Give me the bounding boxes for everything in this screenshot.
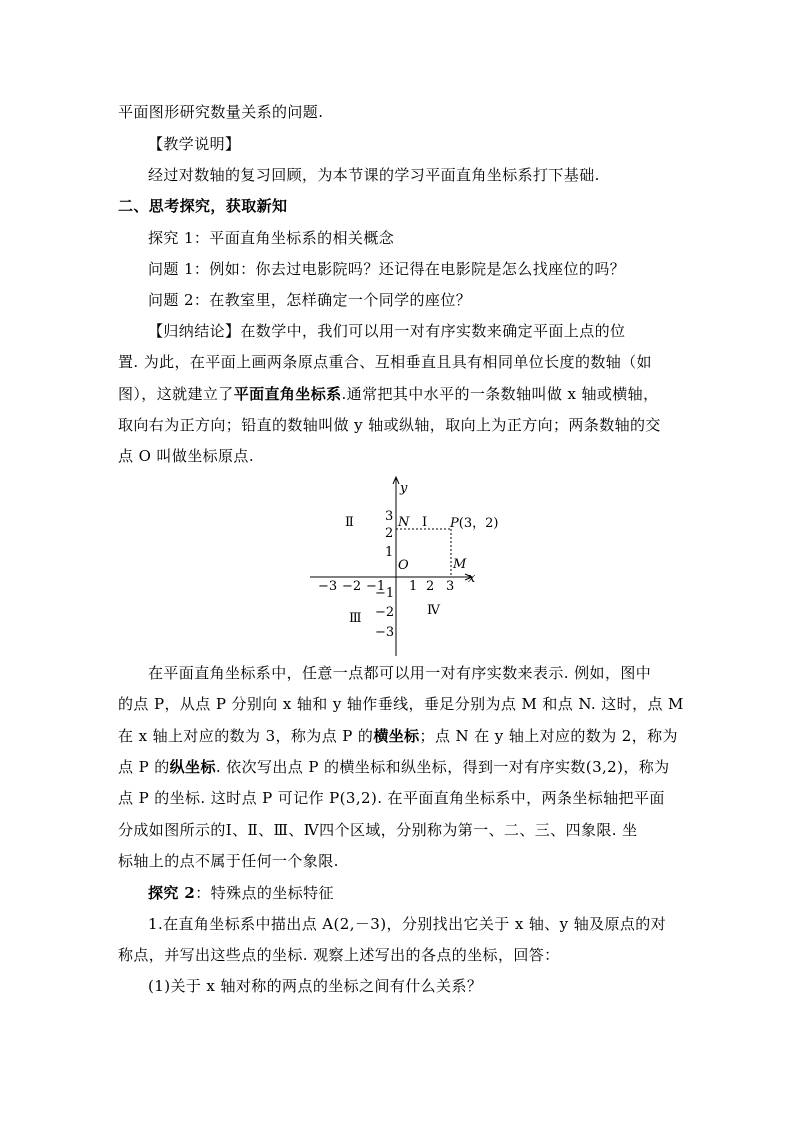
point-m-label: M <box>453 557 467 572</box>
paragraph-line: 的点 P，从点 P 分别向 x 轴和 y 轴作垂线，垂足分别为点 M 和点 N. 这时，点 M <box>118 695 684 713</box>
question-1: 问题 1：例如：你去过电影院吗？还记得在电影院是怎么找座位的吗？ <box>148 260 626 278</box>
x-tick-label: 2 <box>426 579 435 594</box>
point-p-name: P <box>450 516 459 531</box>
term-abscissa: 横坐标 <box>373 727 420 745</box>
conclusion-line: 【归纳结论】在数学中，我们可以用一对有序实数来确定平面上点的位 <box>148 322 626 340</box>
y-tick-label: 2 <box>385 526 394 541</box>
x-tick-label: −1 <box>366 579 386 594</box>
point-n-label: N <box>398 515 410 530</box>
coordinate-system-figure <box>310 474 530 658</box>
text-run: . 依次写出点 P 的横坐标和纵坐标，得到一对有序实数(3,2)，称为 <box>215 758 670 776</box>
quadrant-4-label: Ⅳ <box>427 603 440 618</box>
origin-label: O <box>398 558 409 573</box>
paragraph-line: 经过对数轴的复习回顾，为本节课的学习平面直角坐标系打下基础. <box>148 166 600 184</box>
paragraph-line <box>118 726 678 746</box>
paragraph-line: 置. 为此，在平面上画两条原点重合、互相垂直且具有相同单位长度的数轴（如 <box>118 353 652 371</box>
paragraph-line: 点 P 的坐标. 这时点 P 可记作 P(3,2). 在平面直角坐标系中，两条坐标轴把平面 <box>118 789 665 807</box>
exercise-question: (1)关于 x 轴对称的两点的坐标之间有什么关系？ <box>148 977 483 995</box>
text-run: 图），这就建立了 <box>118 385 234 403</box>
text-run: 点 P 的 <box>118 758 170 776</box>
y-tick-label: −3 <box>375 625 395 640</box>
question-2: 问题 2：在教室里，怎样确定一个同学的座位？ <box>148 291 472 309</box>
term-coordinate-system: 平面直角坐标系 <box>233 385 342 403</box>
y-axis-label: y <box>400 481 408 496</box>
paragraph-line: 分成如图所示的Ⅰ、Ⅱ、Ⅲ、Ⅳ四个区域，分别称为第一、二、三、四象限. 坐 <box>118 821 638 839</box>
y-tick-label: −1 <box>375 586 395 601</box>
subsection-heading <box>148 883 334 903</box>
text-run: .通常把其中水平的一条数轴叫做 x 轴或横轴， <box>341 385 659 403</box>
x-tick-label: −2 <box>342 579 362 594</box>
paragraph-line <box>118 384 658 404</box>
y-tick-label: 1 <box>385 545 394 560</box>
subsection-heading: 探究 1：平面直角坐标系的相关概念 <box>148 229 395 247</box>
paragraph-line <box>118 757 670 777</box>
quadrant-2-label: Ⅱ <box>345 515 354 530</box>
y-tick-label: −2 <box>375 605 395 620</box>
text-run: ；点 N 在 y 轴上对应的数为 2，称为 <box>419 727 678 745</box>
text-run: ：特殊点的坐标特征 <box>195 884 334 902</box>
paragraph-line: 取向右为正方向；铅直的数轴叫做 y 轴或纵轴，取向上为正方向；两条数轴的交 <box>118 416 661 434</box>
text-run: 探究 2 <box>148 884 196 902</box>
quadrant-1-label: Ⅰ <box>422 515 428 530</box>
paragraph-line: 标轴上的点不属于任何一个象限. <box>118 852 339 870</box>
x-tick-label: 3 <box>446 579 455 594</box>
x-tick-label: 1 <box>409 579 418 594</box>
point-p-label <box>449 516 498 531</box>
paragraph-line: 称点，并写出这些点的坐标. 观察上述写出的各点的坐标，回答： <box>118 946 560 964</box>
section-heading: 二、思考探究，获取新知 <box>118 197 288 215</box>
x-axis-label: x <box>468 571 476 586</box>
y-tick-label: 3 <box>385 509 394 524</box>
teaching-note-heading: 【教学说明】 <box>148 135 241 153</box>
text-run: 在 x 轴上对应的数为 3，称为点 P 的 <box>118 727 374 745</box>
paragraph-line: 平面图形研究数量关系的问题. <box>118 103 324 121</box>
term-ordinate: 纵坐标 <box>169 758 216 776</box>
point-p-coords: (3，2) <box>458 516 499 531</box>
quadrant-3-label: Ⅲ <box>349 611 362 626</box>
exercise-line: 1.在直角坐标系中描出点 A(2,－3)，分别找出它关于 x 轴、y 轴及原点的对 <box>148 915 667 933</box>
paragraph-line: 在平面直角坐标系中，任意一点都可以用一对有序实数来表示. 例如，图中 <box>148 664 652 682</box>
x-tick-label: −3 <box>318 579 338 594</box>
paragraph-line: 点 O 叫做坐标原点. <box>118 447 255 465</box>
